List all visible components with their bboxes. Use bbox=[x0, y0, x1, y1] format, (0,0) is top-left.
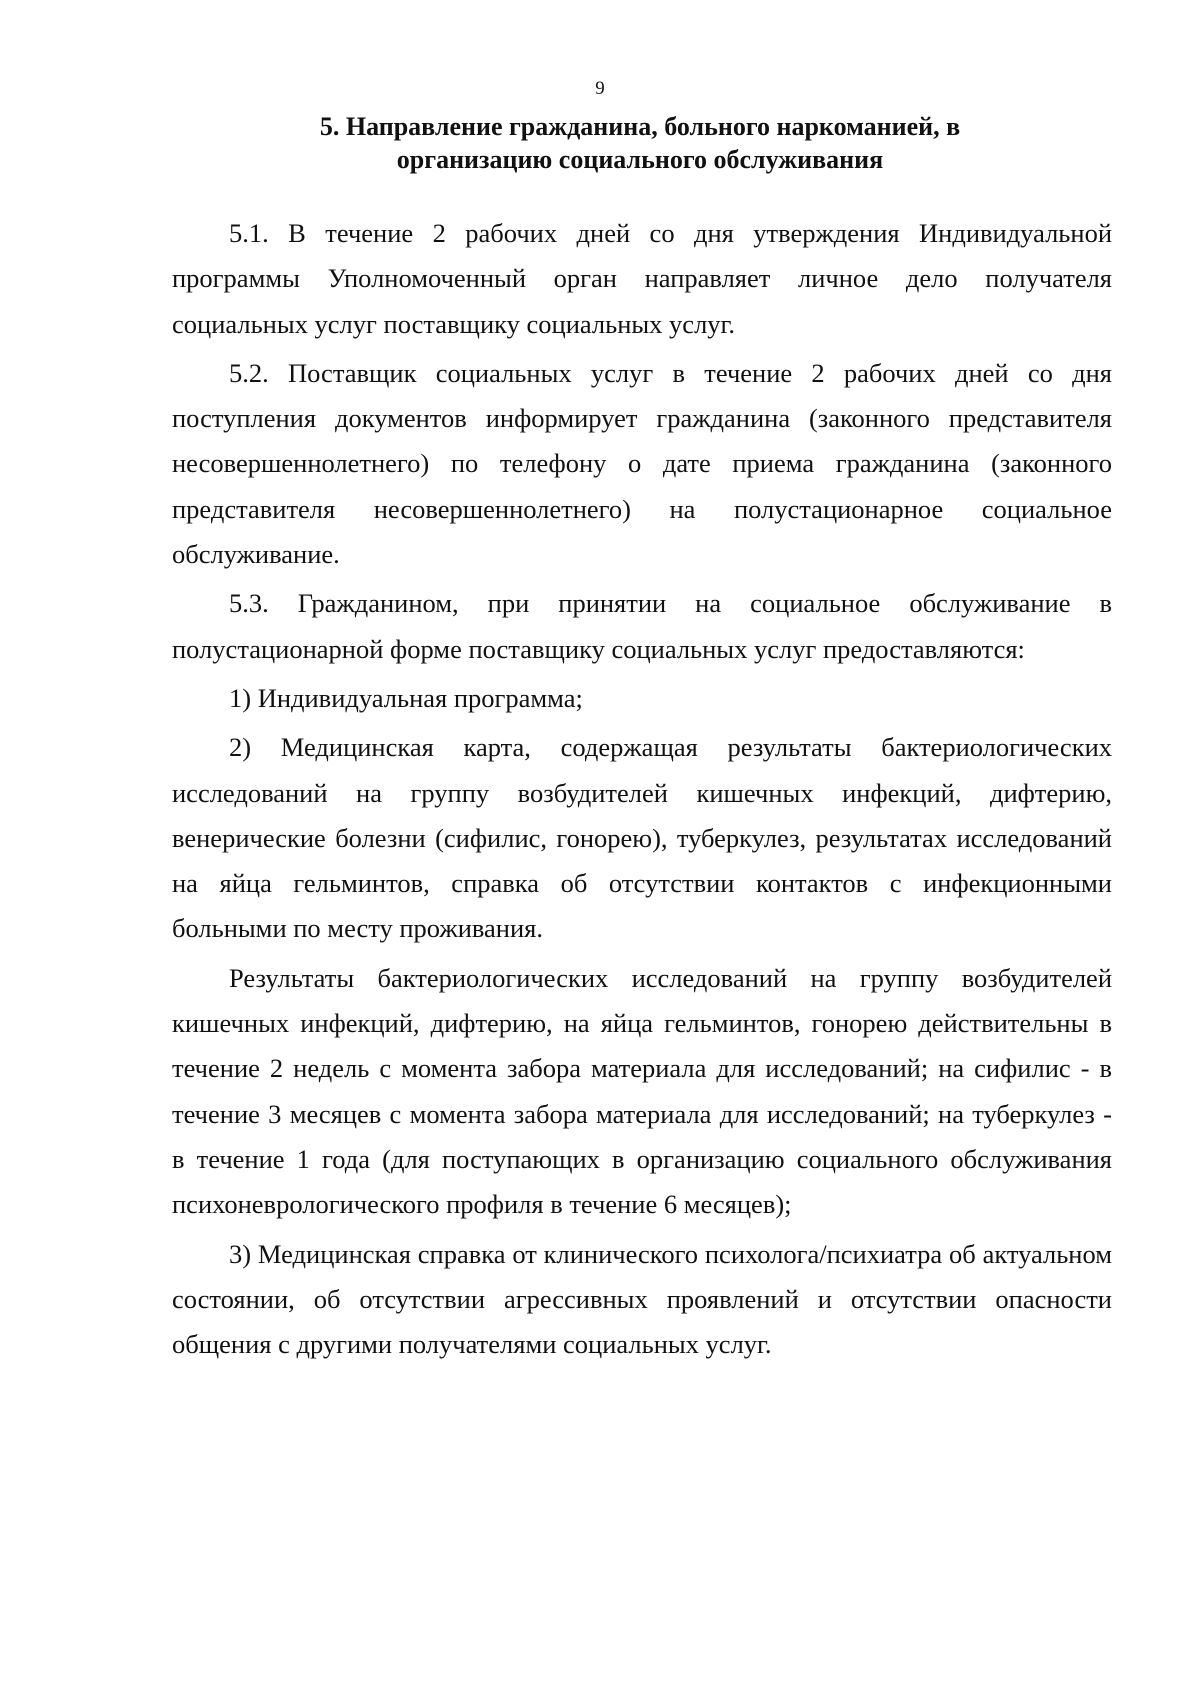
section-title-line-2: организацию социального обслуживания bbox=[396, 145, 884, 174]
section-title-line-1: 5. Направление гражданина, больного наркоманией, в bbox=[319, 112, 961, 141]
list-item-2: 2) Медицинская карта, содержащая результаты бактериологических исследований на группу возбудителей кишечных инфекций, дифтерию, венерические болезни (сифилис, гонорею), туберкулез, результатах исследований на яйца гельминтов, справка об отсутствии контактов с инфекционными больными по месту проживания. bbox=[172, 732, 1112, 944]
paragraph-test-validity: Результаты бактериологических исследований на группу возбудителей кишечных инфекций, дифтерию, на яйца гельминтов, гонорею действительны в течение 2 недель с момента забора материала для исследований; на сифилис - в течение 3 месяцев с момента забора материала для исследований; на туберкулез - в течение 1 года (для поступающих в организацию социального обслуживания психоневрологического профиля в течение 6 месяцев); bbox=[172, 962, 1112, 1220]
document-body bbox=[172, 211, 1112, 1371]
page-number: 9 bbox=[595, 78, 605, 99]
paragraph-5-3: 5.3. Гражданином, при принятии на социальное обслуживание в полустационарной форме поставщику социальных услуг предоставляются: bbox=[172, 588, 1112, 664]
paragraph-5-1: 5.1. В течение 2 рабочих дней со дня утверждения Индивидуальной программы Уполномоченный орган направляет личное дело получателя социальных услуг поставщику социальных услуг. bbox=[172, 218, 1112, 339]
section-title bbox=[180, 110, 1100, 176]
paragraph-5-2: 5.2. Поставщик социальных услуг в течение 2 рабочих дней со дня поступления документов информирует гражданина (законного представителя несовершеннолетнего) по телефону о дате приема гражданина (законного представителя несовершеннолетнего) на полустационарное социальное обслуживание. bbox=[172, 357, 1112, 570]
list-item-3: 3) Медицинская справка от клинического психолога/психиатра об актуальном состоянии, об отсутствии агрессивных проявлений и отсутствии опасности общения с другими получателями социальных услуг. bbox=[172, 1238, 1112, 1360]
list-item-1: 1) Индивидуальная программа; bbox=[229, 682, 583, 713]
